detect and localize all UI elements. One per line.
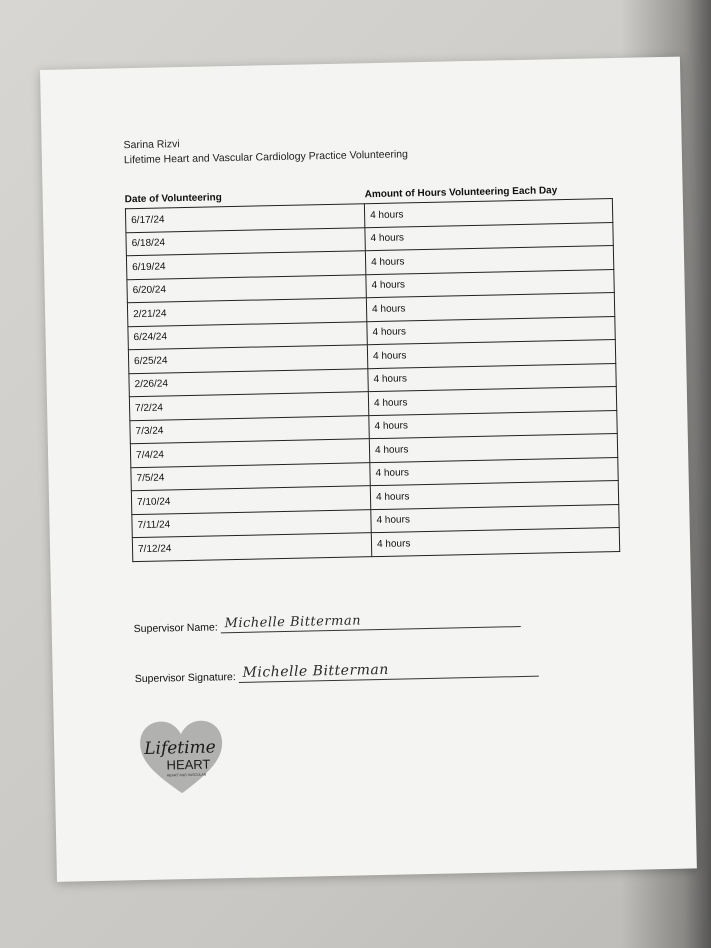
date-cell: 7/10/24 [131, 486, 370, 515]
document-title: Lifetime Heart and Vascular Cardiology Practice Volunteering [123, 148, 409, 167]
supervisor-signature-handwriting: Michelle Bitterman [242, 661, 389, 681]
date-column-header: Date of Volunteering [124, 192, 222, 206]
date-cell: 7/5/24 [131, 462, 370, 491]
hours-cell: 4 hours [369, 433, 617, 462]
date-cell: 7/4/24 [130, 439, 369, 468]
hours-cell: 4 hours [367, 340, 615, 369]
hours-cell: 4 hours [365, 222, 613, 251]
supervisor-name-row [133, 608, 520, 635]
date-cell: 6/20/24 [127, 274, 366, 303]
supervisor-signature-line [238, 658, 538, 683]
volunteer-name: Sarina Rizvi [123, 138, 180, 152]
hours-cell: 4 hours [367, 316, 615, 345]
date-cell: 6/18/24 [126, 227, 365, 256]
date-cell: 7/12/24 [132, 533, 371, 562]
document-page [40, 57, 697, 882]
hours-cell: 4 hours [364, 199, 612, 228]
supervisor-signature-row [135, 658, 539, 685]
supervisor-name-line [220, 608, 520, 633]
volunteer-table [125, 198, 620, 562]
date-cell: 2/26/24 [129, 368, 368, 397]
date-cell: 6/25/24 [128, 345, 367, 374]
hours-cell: 4 hours [370, 457, 618, 486]
hours-cell: 4 hours [369, 410, 617, 439]
supervisor-signature-label: Supervisor Signature: [134, 671, 236, 686]
date-cell: 7/3/24 [130, 415, 369, 444]
hours-cell: 4 hours [365, 246, 613, 275]
hours-cell: 4 hours [368, 363, 616, 392]
hours-cell: 4 hours [368, 387, 616, 416]
date-cell: 7/2/24 [129, 392, 368, 421]
lifetime-heart-logo [136, 716, 228, 798]
date-cell: 6/24/24 [128, 321, 367, 350]
logo-script-text: Lifetime [144, 737, 216, 759]
supervisor-name-handwriting: Michelle Bitterman [224, 613, 362, 632]
hours-cell: 4 hours [366, 293, 614, 322]
date-cell: 7/11/24 [132, 509, 371, 538]
logo-subtext: HEART AND VASCULAR [166, 772, 207, 778]
volunteer-log [125, 184, 621, 562]
date-cell: 6/17/24 [125, 204, 364, 233]
supervisor-name-label: Supervisor Name: [133, 621, 218, 636]
date-cell: 2/21/24 [127, 298, 366, 327]
hours-column-header: Amount of Hours Volunteering Each Day [364, 185, 558, 201]
hours-cell: 4 hours [366, 269, 614, 298]
document-header [123, 132, 408, 168]
hours-cell: 4 hours [371, 504, 619, 533]
logo-heart-text: HEART [166, 756, 211, 773]
date-cell: 6/19/24 [126, 251, 365, 280]
hours-cell: 4 hours [371, 527, 619, 556]
hours-cell: 4 hours [370, 480, 618, 509]
